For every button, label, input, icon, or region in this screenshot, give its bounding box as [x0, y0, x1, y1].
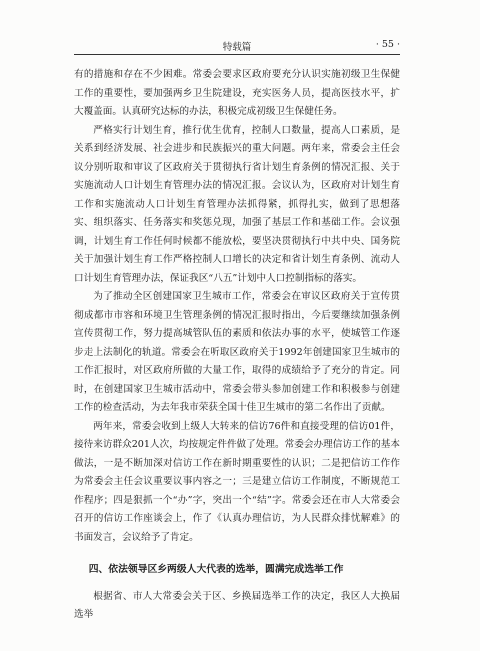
section-heading: 四、依法领导区乡两级人大代表的选举，圆满完成选举工作 — [88, 564, 344, 575]
paragraph-petitions: 两年来，常委会收到上级人大转来的信访76件和直接受理的信访01件，接待来访群众201人次，均按规定件件做了处理。常委会办理信访工作的基本做法，一是不断加深对信访工作在新时期重要性的认识；二是把信访工作作为常委会主任会议重要议事内容之一；三是建立信访工作制度，不断规范工作程序；四是狠抓一个“办”字，突出一个“结”字。常委会还在市人大常委会召开的信访工作座谈会上，作了《认真办理信访，为人民群众排忧解难》的书面发言，会议给予了肯定。 — [74, 420, 400, 543]
header-title: 特载篇 — [222, 42, 252, 53]
paragraph-elections: 根据省、市人大常委会关于区、乡换届选举工作的决定，我区人大换届选举 — [74, 590, 400, 620]
running-header — [74, 38, 400, 55]
paragraph-family-planning: 严格实行计划生育，推行优生优育，控制人口数量，提高人口素质，是关系到经济发展、社会进步和民族振兴的重大问题。两年来，常委会主任会议分别听取和审议了区政府关于贯彻执行省计划生育条例的情况汇报、关于实施流动人口计划生育管理办法的情况汇报。会议认为，区政府对计划生育工作和实施流动人口计划生育管理办法抓得紧，抓得扎实，做到了思想落实、组织落实、任务落实和奖惩兑现，加强了基层工作和基础工作。会议强调，计划生育工作任何时候都不能放松，要坚决贯彻执行中共中央、国务院关于加强计划生育工作严格控制人口增长的决定和省计划生育条例、流动人口计划生育管理办法，保证我区“八五”计划中人口控制指标的落实。 — [74, 124, 400, 284]
paragraph-continued: 有的措施和存在不少困难。常委会要求区政府要充分认识实施初级卫生保健工作的重要性，要加强两乡卫生院建设，充实医务人员，提高医技水平，扩大覆盖面。认真研究达标的办法，积极完成初级卫生保健任务。 — [74, 69, 400, 117]
page-number: · 55 · — [375, 39, 400, 50]
paragraph-sanitary-city: 为了推动全区创建国家卫生城市工作，常委会在审议区政府关于宣传贯彻成都市市容和环境卫生管理条例的情况汇报时指出，今后要继续加强条例宣传贯彻工作，努力提高城管队伍的素质和依法办事的水平，使城管工作逐步走上法制化的轨道。常委会在听取区政府关于1992年创建国家卫生城市的工作汇报时，对区政府所做的大量工作，取得的成绩给予了充分的肯定。同时，在创建国家卫生城市活动中，常委会带头参加创建工作和积极参与创建工作的检查活动，为去年我市荣获全国十佳卫生城市的第二名作出了贡献。 — [74, 291, 400, 413]
document-body — [74, 66, 400, 625]
